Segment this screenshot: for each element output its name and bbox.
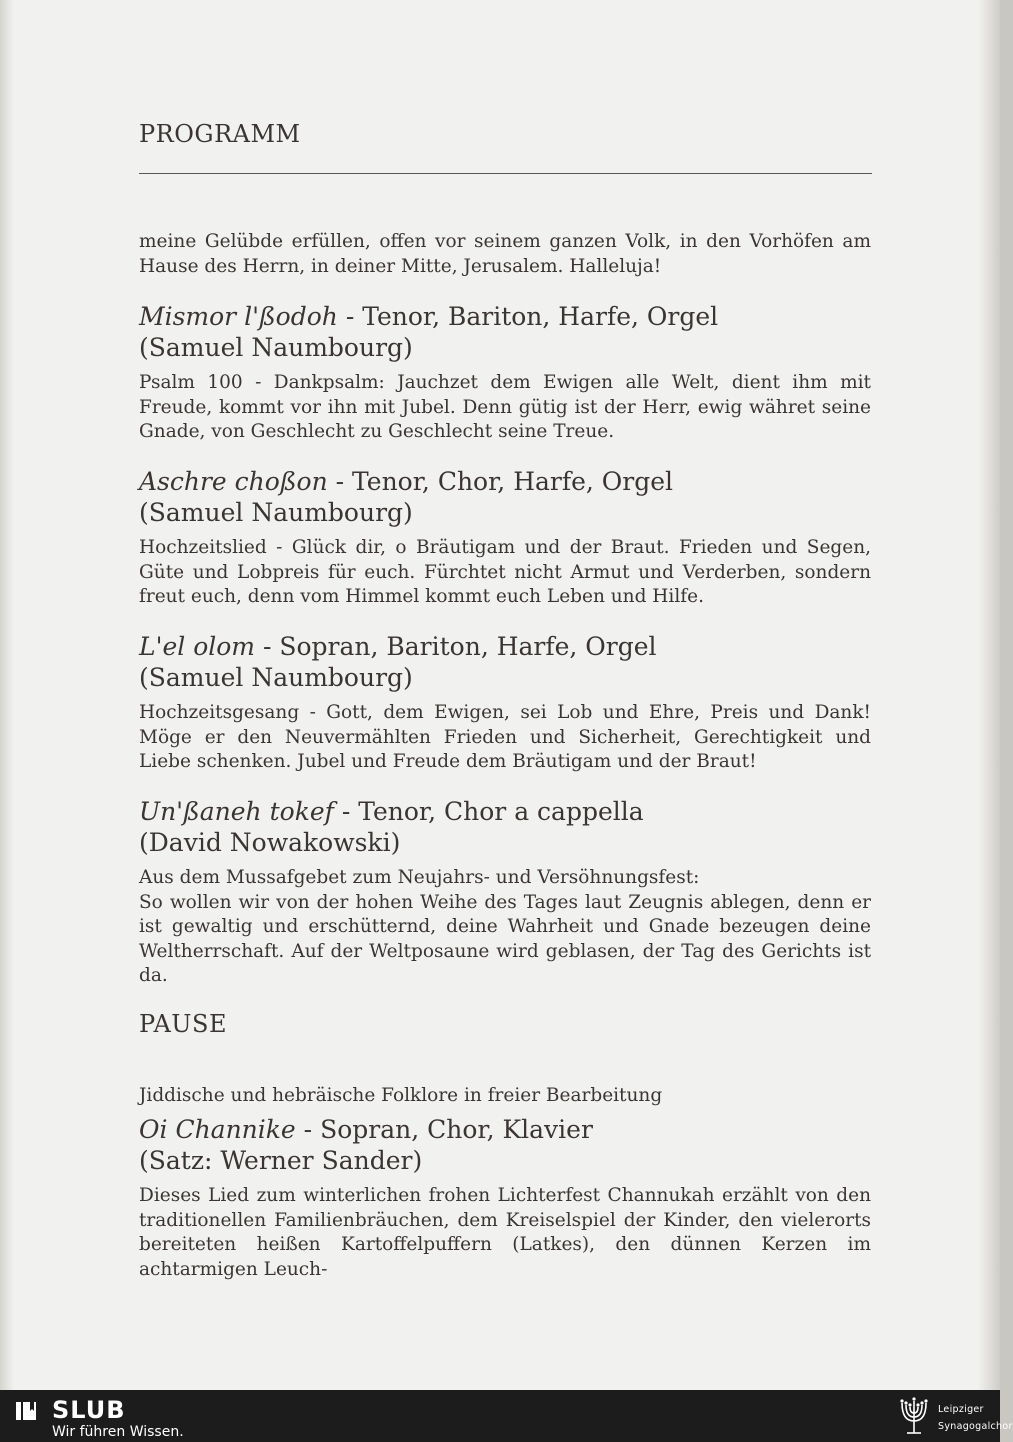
library-book-icon: [14, 1399, 38, 1423]
piece-arrangement: (Satz: Werner Sander): [139, 1146, 423, 1175]
piece-composer: (Samuel Naumbourg): [139, 498, 413, 527]
library-slogan: Wir führen Wissen.: [52, 1424, 184, 1440]
piece-heading: [139, 796, 871, 827]
piece-instruments: - Tenor, Bariton, Harfe, Orgel: [345, 302, 719, 331]
piece-description: Psalm 100 - Dankpsalm: Jauchzet dem Ewigen alle Welt, dient ihm mit Freude, kommt vor ihn mit Jubel. Denn gütig ist der Herr, ewig währet seine Gnade, von Geschlecht zu Geschlecht seine Treue.: [139, 372, 871, 442]
piece-title: Un'ßaneh tokef: [139, 797, 334, 826]
piece-description-intro: Aus dem Mussafgebet zum Neujahrs- und Versöhnungsfest:: [139, 867, 700, 888]
page-title: PROGRAMM: [139, 120, 301, 148]
piece-description: Hochzeitslied - Glück dir, o Bräutigam und der Braut. Frieden und Segen, Güte und Lobpreis für euch. Fürchtet nicht Armut und Verderben, sondern freut euch, denn vom Himmel kommt euch Leben und Hilfe.: [139, 537, 871, 607]
program-item: [139, 466, 871, 610]
title-divider: [139, 173, 872, 174]
pause-heading: PAUSE: [139, 1010, 227, 1038]
piece-heading: [139, 301, 871, 332]
piece-composer: (Samuel Naumbourg): [139, 333, 413, 362]
piece-instruments: - Sopran, Chor, Klavier: [303, 1115, 593, 1144]
piece-title: Mismor l'ßodoh: [139, 302, 338, 331]
piece-heading: [139, 1114, 871, 1145]
choir-name-line2: Synagogalchor: [938, 1421, 1013, 1432]
piece-composer: (David Nowakowski): [139, 828, 401, 857]
piece-title: Aschre choßon: [139, 467, 328, 496]
piece-instruments: - Tenor, Chor, Harfe, Orgel: [335, 467, 674, 496]
folklore-intro: Jiddische und hebräische Folklore in freier Bearbeitung: [139, 1085, 663, 1106]
page-edge-left: [0, 0, 14, 1390]
piece-instruments: - Tenor, Chor a cappella: [341, 797, 644, 826]
piece-instruments: - Sopran, Bariton, Harfe, Orgel: [262, 632, 657, 661]
library-name: SLUB: [52, 1396, 126, 1424]
intro-text: meine Gelübde erfüllen, offen vor seinem ganzen Volk, in den Vorhöfen am Hause des Herrn, in deiner Mitte, Jerusalem. Halleluja!: [139, 231, 871, 277]
program-item: [139, 631, 871, 775]
piece-description: So wollen wir von der hohen Weihe des Tages laut Zeugnis ablegen, denn er ist gewaltig und erschütternd, deine Wahrheit und Gnade bezeugen deine Weltherrschaft. Auf der Weltposaune wird geblasen, der Tag des Gerichts ist da.: [139, 891, 871, 986]
piece-title: L'el olom: [139, 632, 256, 661]
piece-title: Oi Channike: [139, 1115, 296, 1144]
folklore-section: [139, 1084, 871, 1282]
menorah-icon: [896, 1395, 932, 1439]
piece-composer: (Samuel Naumbourg): [139, 663, 413, 692]
piece-description: Dieses Lied zum winterlichen frohen Lichterfest Channukah erzählt von den traditionellen Familienbräuchen, dem Kreiselspiel der Kinder, den vielerorts bereiteten heißen Kartoffelpuffern (Latkes), den dünnen Kerzen im achtarmigen Leuch-: [139, 1185, 871, 1280]
piece-heading: [139, 466, 871, 497]
choir-name-line1: Leipziger: [938, 1404, 984, 1415]
page-edge-right: [978, 0, 1000, 1390]
intro-text-block: [139, 230, 871, 279]
piece-heading: [139, 631, 871, 662]
program-item: [139, 301, 871, 445]
program-item: [139, 796, 871, 989]
piece-description: Hochzeitsgesang - Gott, dem Ewigen, sei Lob und Ehre, Preis und Dank! Möge er den Neuvermählten Frieden und Sicherheit, Gerechtigkeit und Liebe schenken. Jubel und Freude dem Bräutigam und der Braut!: [139, 702, 871, 772]
